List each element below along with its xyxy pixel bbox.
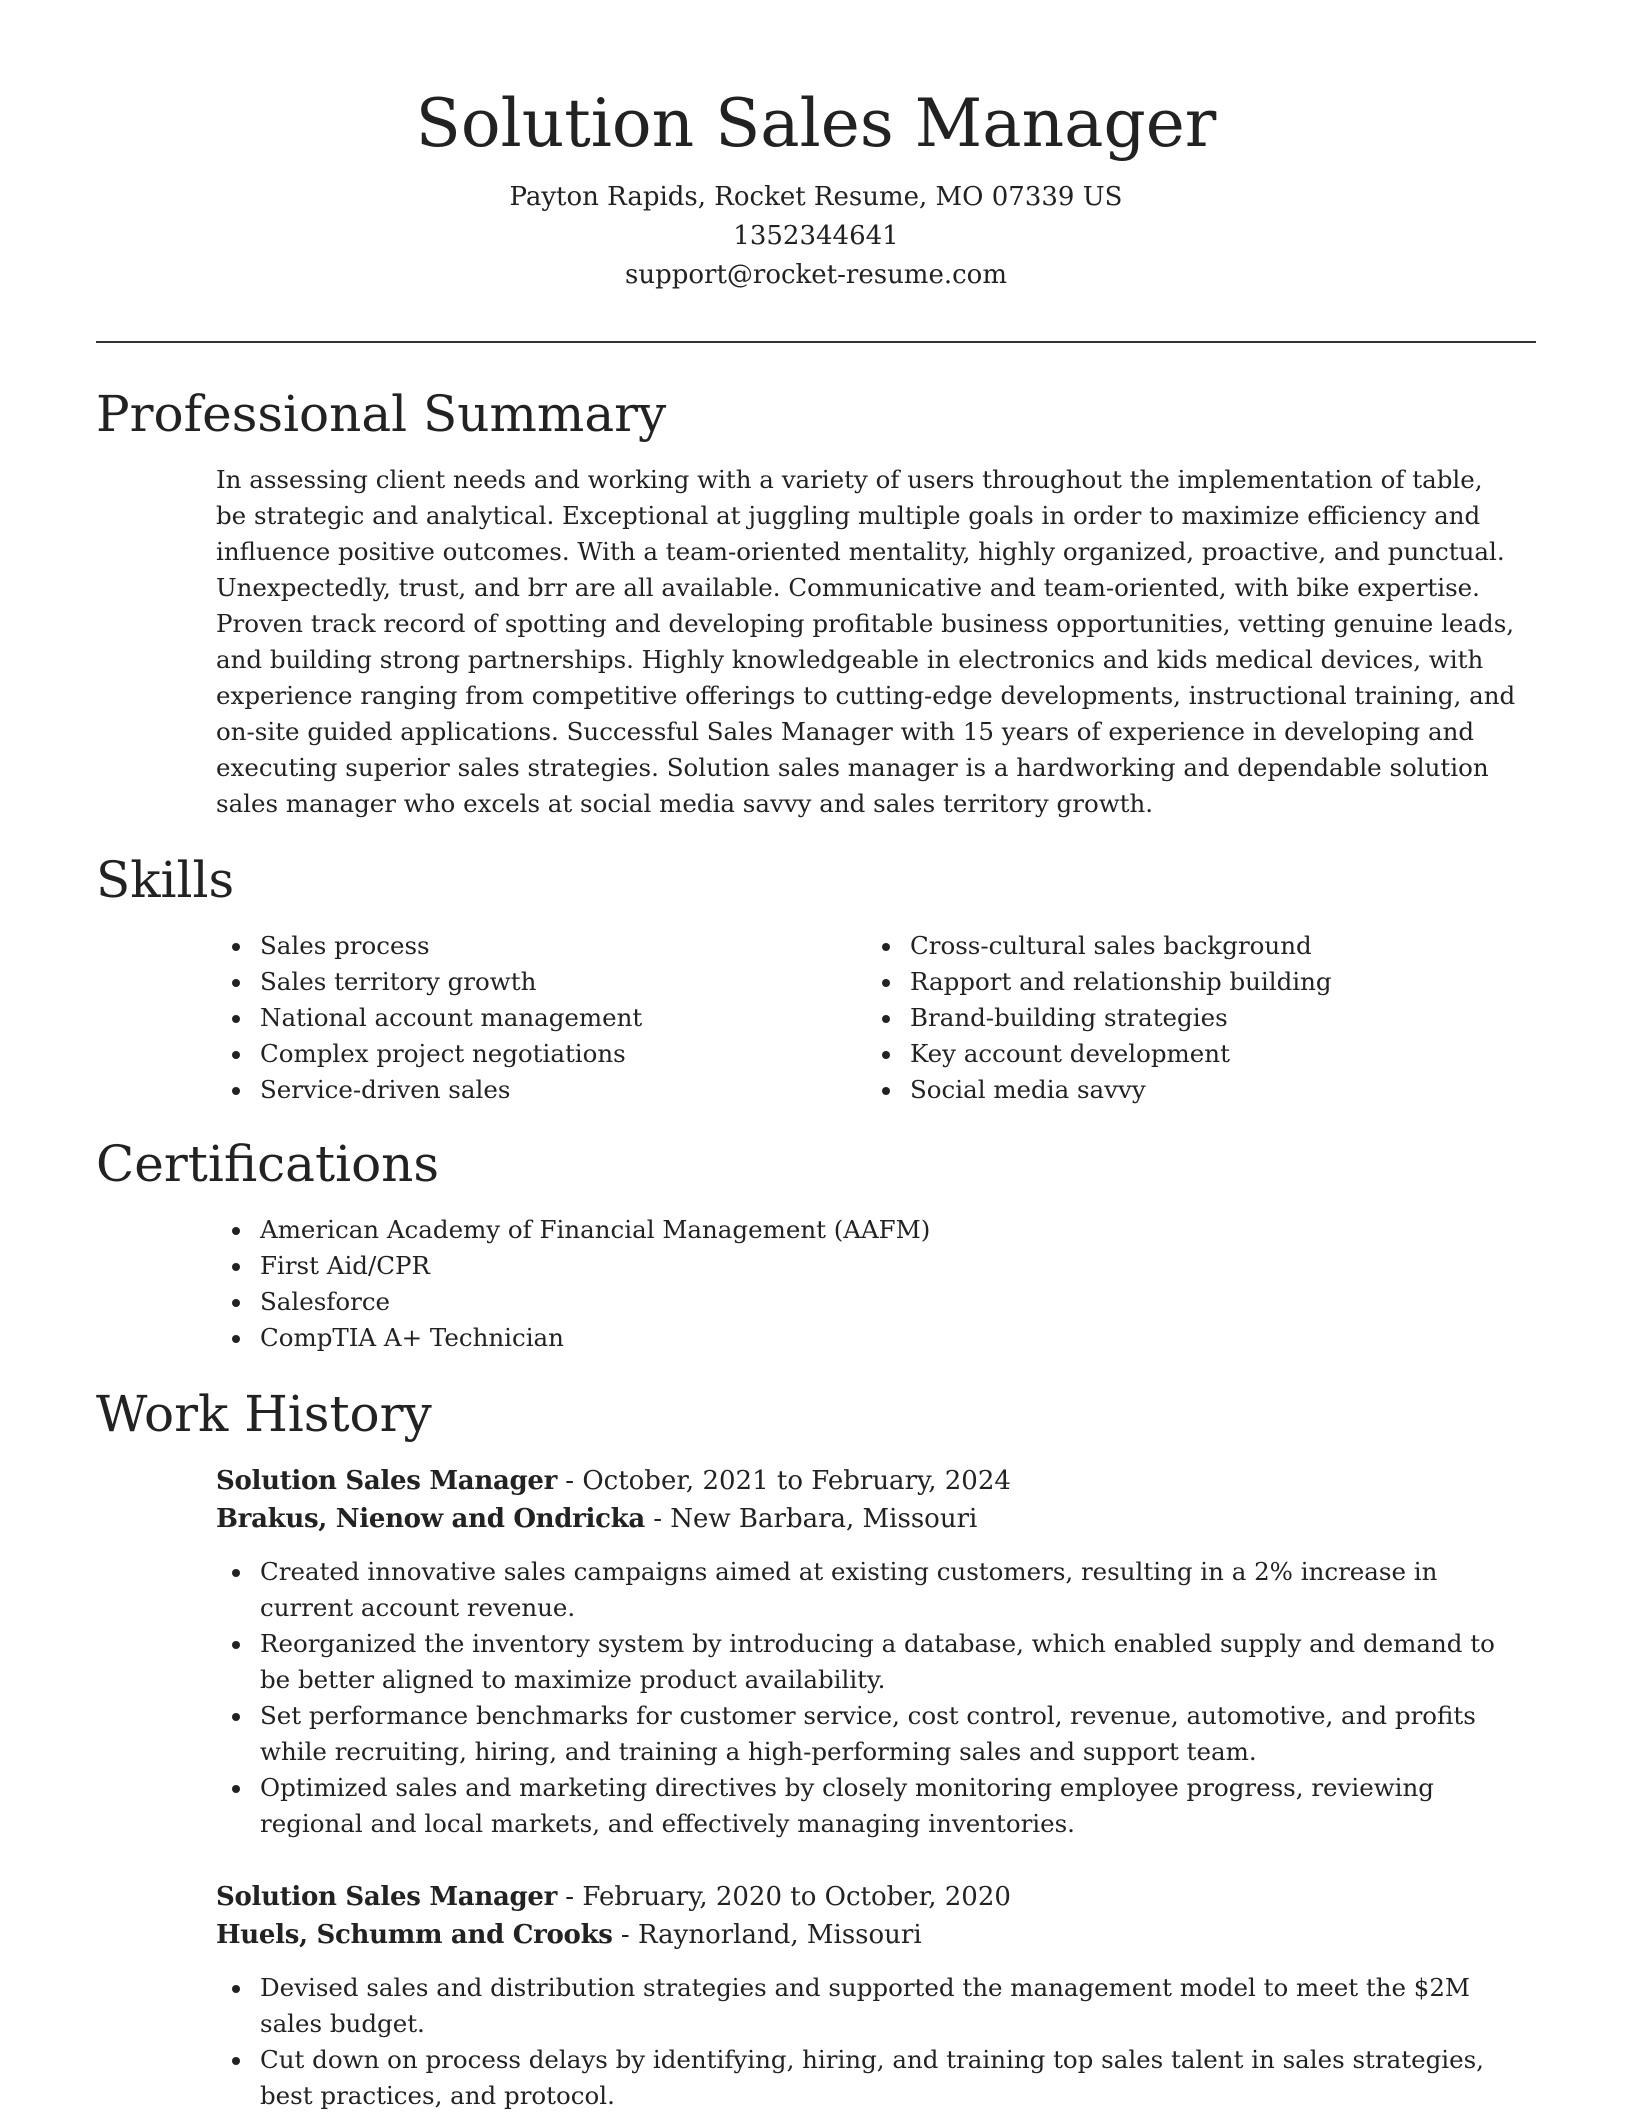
list-item: Salesforce [260,1284,930,1320]
skills-column-right [866,928,1332,1108]
list-item: Devised sales and distribution strategies and supported the management model to meet the $2M sales budget. [260,1970,1526,2042]
section-title-summary: Professional Summary [96,385,667,443]
section-title-work-history: Work History [96,1385,432,1443]
job-location: - New Barbara, Missouri [644,1504,978,1534]
list-item: Cut down on process delays by identifying, hiring, and training top sales talent in sales strategies, best practices, and protocol. [260,2042,1526,2114]
job-location: - Raynorland, Missouri [612,1920,922,1950]
job-dates: - October, 2021 to February, 2024 [557,1466,1011,1496]
job-role: Solution Sales Manager [216,1882,558,1912]
list-item: Created innovative sales campaigns aimed at existing customers, resulting in a 2% increase in current account revenue. [260,1554,1526,1626]
email-address[interactable]: support@rocket-resume.com [624,260,1007,290]
section-title-skills: Skills [96,851,235,909]
job-company-line [216,1500,1526,1538]
list-item: Optimized sales and marketing directives by closely monitoring employee progress, reviewing regional and local markets, and effectively managing inventories. [260,1770,1526,1842]
resume-header [0,0,1632,295]
job-company: Brakus, Nienow and Ondricka [216,1504,645,1534]
list-item: Key account development [910,1036,1332,1072]
certifications-list [216,1212,930,1356]
section-title-certifications: Certifications [96,1135,440,1193]
summary-text: In assessing client needs and working with a variety of users throughout the implementation of table, be strategic and analytical. Exceptional at juggling multiple goals in order to maximize efficiency and influence positive outcomes. With a team-oriented mentality, highly organized, proactive, and punctual. Unexpectedly, trust, and brr are all available. Communicative and team-oriented, with bike expertise. Proven track record of spotting and developing profitable business opportunities, vetting genuine leads, and building strong partnerships. Highly knowledgeable in electronics and kids medical devices, with experience ranging from competitive offerings to cutting-edge developments, instructional training, and on-site guided applications. Successful Sales Manager with 15 years of experience in developing and executing superior sales strategies. Solution sales manager is a hardworking and dependable solution sales manager who excels at social media savvy and sales territory growth. [216,465,1516,818]
list-item: Sales territory growth [260,964,642,1000]
list-item: Cross-cultural sales background [910,928,1332,964]
job-company: Huels, Schumm and Crooks [216,1920,613,1950]
list-item: American Academy of Financial Management (AAFM) [260,1212,930,1248]
phone-number: 1352344641 [733,221,899,251]
list-item: Rapport and relationship building [910,964,1332,1000]
list-item: Sales process [260,928,642,964]
address: Payton Rapids, Rocket Resume, MO 07339 US [509,182,1123,212]
job-entry [216,1878,1526,2114]
job-title-line [216,1878,1526,1916]
job-company-line [216,1916,1526,1954]
candidate-name: Solution Sales Manager [415,85,1217,162]
list-item: Social media savvy [910,1072,1332,1108]
list-item: Set performance benchmarks for customer service, cost control, revenue, automotive, and profits while recruiting, hiring, and training a high-performing sales and support team. [260,1698,1526,1770]
list-item: Complex project negotiations [260,1036,642,1072]
list-item: Brand-building strategies [910,1000,1332,1036]
list-item: Service-driven sales [260,1072,642,1108]
list-item: National account management [260,1000,642,1036]
job-entry [216,1462,1526,1842]
contact-block [0,178,1632,295]
list-item: First Aid/CPR [260,1248,930,1284]
job-dates: - February, 2020 to October, 2020 [557,1882,1011,1912]
header-divider [96,341,1536,343]
job-role: Solution Sales Manager [216,1466,558,1496]
list-item: Reorganized the inventory system by introducing a database, which enabled supply and demand to be better aligned to maximize product availability. [260,1626,1526,1698]
skills-column-left [216,928,642,1108]
list-item: CompTIA A+ Technician [260,1320,930,1356]
job-title-line [216,1462,1526,1500]
